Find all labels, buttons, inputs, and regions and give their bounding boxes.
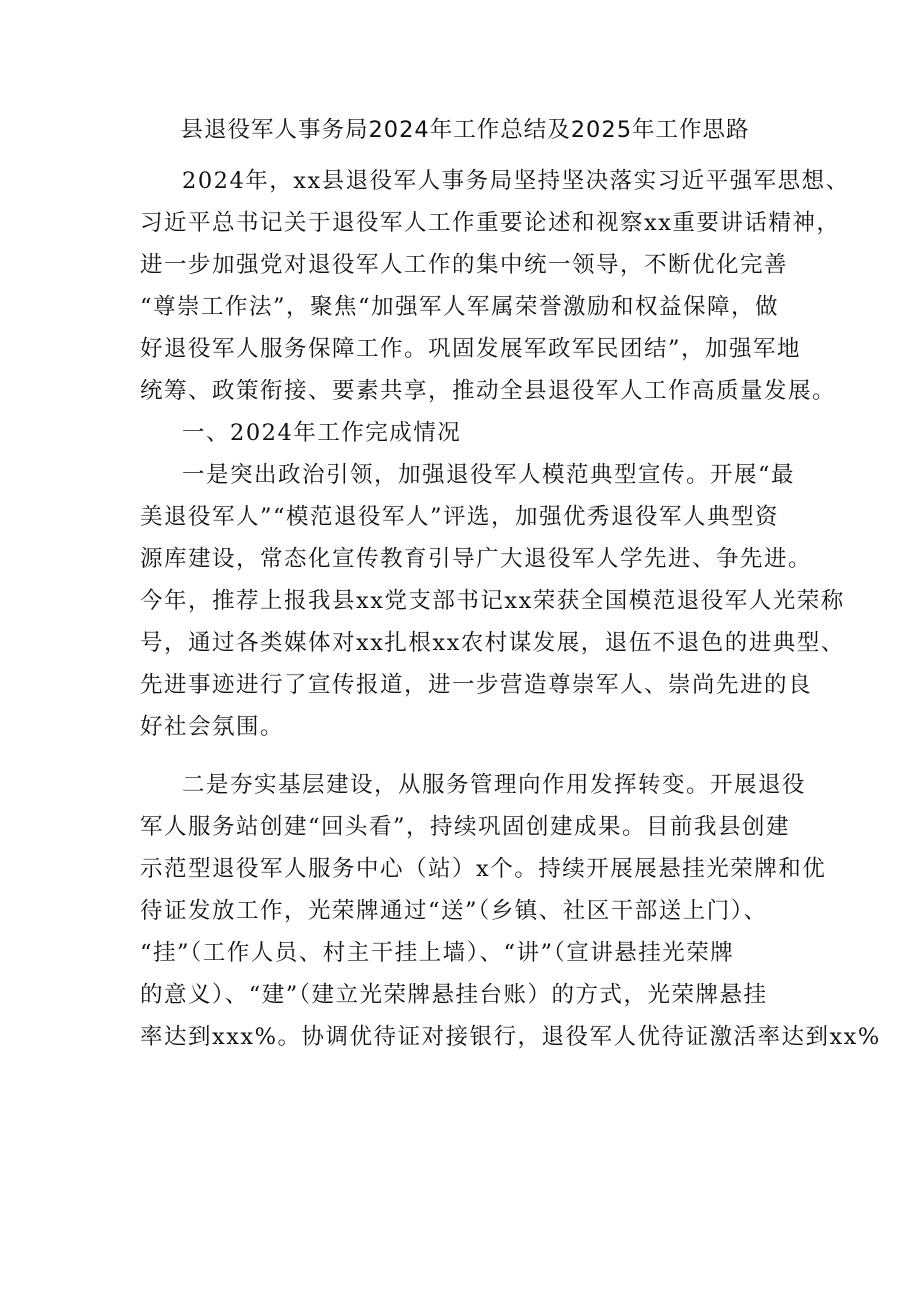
paragraph-line: 率达到xxx%。协调优待证对接银行，退役军人优待证激活率达到xx%: [140, 1024, 881, 1050]
paragraph-line: 的意义）、“建”（建立光荣牌悬挂台账）的方式，光荣牌悬挂: [140, 982, 768, 1008]
paragraph-line: “挂”（工作人员、村主干挂上墙）、“讲”（宣讲悬挂光荣牌: [140, 940, 735, 966]
paragraph-line: 统筹、政策衔接、要素共享，推动全县退役军人工作高质量发展。: [140, 378, 837, 404]
document-title: 县退役军人事务局2024年工作总结及2025年工作思路: [180, 117, 750, 143]
paragraph-line: 待证发放工作，光荣牌通过“送”（乡镇、社区干部送上门）、: [140, 898, 768, 924]
paragraph-line: 号，通过各类媒体对xx扎根xx农村谋发展，退伍不退色的进典型、: [140, 630, 845, 656]
paragraph-line: 好社会氛围。: [140, 714, 285, 740]
paragraph-line: 军人服务站创建“回头看”，持续巩固创建成果。目前我县创建: [140, 814, 791, 840]
paragraph-line: 好退役军人服务保障工作。巩固发展军政军民团结”，加强军地: [140, 336, 802, 362]
paragraph-line: 先进事迹进行了宣传报道，进一步营造尊崇军人、崇尚先进的良: [140, 672, 813, 698]
paragraph-line: 二是夯实基层建设，从服务管理向作用发挥转变。开展退役: [182, 772, 807, 798]
paragraph-line: 示范型退役军人服务中心（站）x个。持续开展展悬挂光荣牌和优: [140, 856, 827, 882]
paragraph-line: 进一步加强党对退役军人工作的集中统一领导，不断优化完善: [140, 252, 789, 278]
section-heading: 一、2024年工作完成情况: [182, 420, 462, 446]
paragraph-line: 2024年，xx县退役军人事务局坚持坚决落实习近平强军思想、: [182, 168, 850, 194]
paragraph-line: 源库建设，常态化宣传教育引导广大退役军人学先进、争先进。: [140, 546, 813, 572]
paragraph-line: 今年，推荐上报我县xx党支部书记xx荣获全国模范退役军人光荣称: [140, 588, 845, 614]
paragraph-line: “尊崇工作法”，聚焦“加强军人军属荣誉激励和权益保障，做: [140, 294, 780, 320]
paragraph-line: 一是突出政治引领，加强退役军人模范典型宣传。开展“最: [182, 462, 796, 488]
paragraph-line: 美退役军人”“模范退役军人”评选，加强优秀退役军人典型资: [140, 504, 780, 530]
paragraph-line: 习近平总书记关于退役军人工作重要论述和视察xx重要讲话精神，: [140, 210, 841, 236]
